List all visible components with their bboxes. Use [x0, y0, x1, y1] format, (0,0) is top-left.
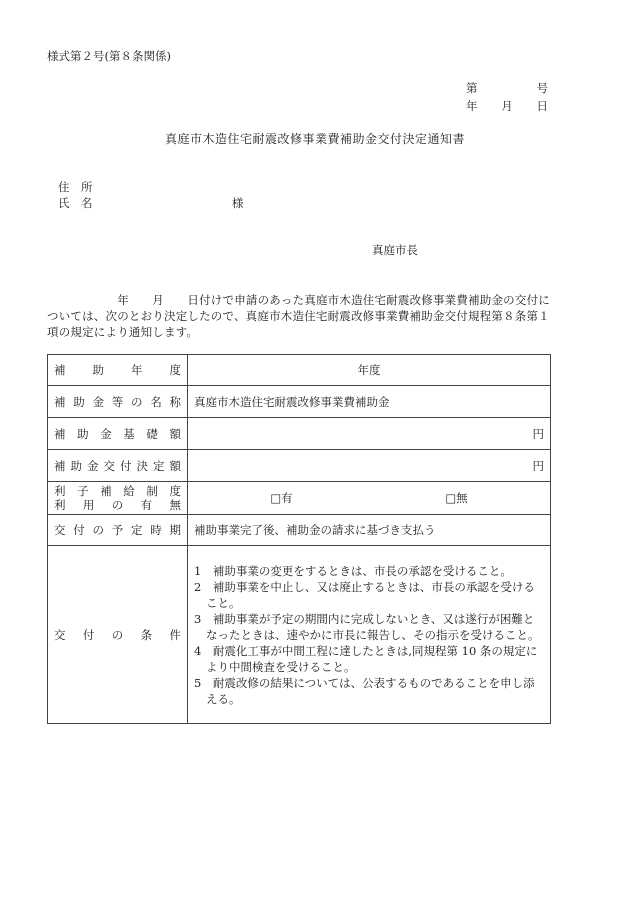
row-label: [48, 450, 188, 482]
row-value-name: 真庭市木造住宅耐震改修事業費補助金: [188, 386, 551, 418]
label-char: 補: [54, 458, 66, 473]
table-row: [48, 482, 551, 515]
label-char: 付: [73, 523, 85, 537]
label-char: の: [131, 394, 143, 409]
label-char: 補: [54, 394, 66, 409]
option-yes-checkbox[interactable]: □有: [270, 491, 293, 505]
label-char: 金: [100, 426, 112, 441]
label-char: の: [111, 627, 124, 642]
label-char: 用: [82, 498, 95, 512]
address-label: 住 所: [58, 180, 93, 194]
label-char: 額: [169, 426, 181, 441]
label-char: の: [92, 523, 104, 537]
table-row: [48, 355, 551, 386]
label-char: 助: [77, 426, 89, 441]
label-char: 補: [54, 426, 66, 441]
row-label-base: [54, 426, 181, 442]
label-char: 制: [146, 484, 158, 498]
label-char: の: [111, 498, 124, 512]
row-value-interest: [188, 482, 551, 515]
body-text: 年 月 日付けで申請のあった真庭市木造住宅耐震改修事業費補助金の交付については、次のとおり決定したので、真庭市木造住宅耐震改修事業費補助金交付規程第８条第１項の規定により通知します。: [47, 293, 550, 339]
label-char: 条: [140, 627, 153, 642]
label-char: 助: [70, 458, 82, 473]
label-char: 利: [54, 498, 66, 512]
label-char: 交: [54, 627, 66, 642]
row-label-name: [54, 394, 181, 410]
label-char: 期: [169, 523, 181, 537]
date-day: 日: [536, 99, 548, 113]
document-title: 真庭市木造住宅耐震改修事業費補助金交付決定通知書: [164, 132, 465, 146]
label-char: 付: [82, 627, 95, 642]
document-number-prefix: 第: [466, 81, 478, 95]
date-year: 年: [466, 99, 478, 113]
row-label: [48, 546, 188, 724]
document-number: [466, 80, 548, 96]
label-char: 度: [169, 363, 181, 377]
label-char: 定: [131, 523, 143, 537]
table-row: [48, 546, 551, 724]
row-label: [48, 355, 188, 386]
table-row: [48, 450, 551, 482]
document-number-suffix: 号: [536, 81, 548, 95]
honorific: 様: [232, 196, 244, 210]
label-char: 基: [123, 426, 135, 441]
label-char: 年: [131, 363, 143, 377]
condition-item: 2 補助事業を中止し、又は廃止するときは、市長の承認を受けること。: [194, 579, 535, 610]
row-value-decision: 円: [188, 450, 551, 482]
label-char: 交: [103, 458, 115, 473]
row-value-timing: 補助事業完了後、補助金の請求に基づき支払う: [188, 515, 551, 546]
label-char: 交: [54, 523, 66, 537]
label-char: 件: [169, 627, 181, 642]
label-char: 金: [92, 394, 104, 409]
date-month: 月: [501, 99, 513, 113]
label-char: 額: [169, 458, 181, 473]
row-label-decision: [54, 458, 181, 474]
table-row: [48, 418, 551, 450]
label-char: 度: [169, 484, 181, 498]
issuer: 真庭市長: [372, 243, 418, 257]
row-label-interest-2: [54, 498, 181, 512]
row-value-base: 円: [188, 418, 551, 450]
interest-options: [194, 490, 544, 506]
row-label: [48, 386, 188, 418]
form-number: 様式第２号(第８条関係): [47, 49, 171, 63]
condition-item: 1 補助事業の変更をするときは、市長の承認を受けること。: [194, 563, 512, 578]
label-char: 有: [140, 498, 153, 512]
label-char: 時: [150, 523, 162, 537]
option-no-checkbox[interactable]: □無: [445, 491, 468, 505]
label-char: 金: [87, 458, 99, 473]
row-value-year: 年度: [188, 355, 551, 386]
document-date: [466, 98, 548, 114]
label-char: 等: [111, 394, 124, 409]
label-char: 称: [169, 394, 181, 409]
label-char: 補: [100, 484, 112, 498]
label-char: 無: [169, 498, 181, 512]
row-label-timing: [54, 522, 181, 538]
label-char: 利: [54, 484, 66, 498]
label-char: 礎: [146, 426, 158, 441]
condition-item: 3 補助事業が予定の期間内に完成しないとき、又は遂行が困難となったときは、速やかに市長に報告し、その指示を受けること。: [194, 611, 540, 642]
label-char: 補: [54, 363, 66, 377]
table-row: [48, 515, 551, 546]
label-char: 給: [123, 484, 135, 498]
label-char: 予: [111, 523, 124, 537]
condition-item: 4 耐震化工事が中間工程に達したときは,同規程第 10 条の規定により中間検査を受けること。: [194, 643, 538, 674]
row-label: [48, 418, 188, 450]
row-label: [48, 482, 188, 515]
table-row: [48, 386, 551, 418]
condition-item: 5 耐震改修の結果については、公表するものであることを申し添える。: [194, 675, 535, 706]
row-label-interest-1: [54, 484, 181, 498]
label-char: 子: [77, 484, 89, 498]
label-char: 助: [92, 363, 104, 377]
row-label-conditions: [54, 627, 181, 643]
label-char: 付: [120, 458, 132, 473]
name-label: 氏 名: [58, 196, 93, 210]
conditions-list: [188, 546, 551, 724]
row-label-year: [54, 362, 181, 378]
label-char: 助: [73, 394, 85, 409]
label-char: 決: [136, 458, 148, 473]
label-char: 名: [150, 394, 162, 409]
label-char: 定: [153, 458, 165, 473]
row-label: [48, 515, 188, 546]
subsidy-table: [47, 354, 551, 724]
